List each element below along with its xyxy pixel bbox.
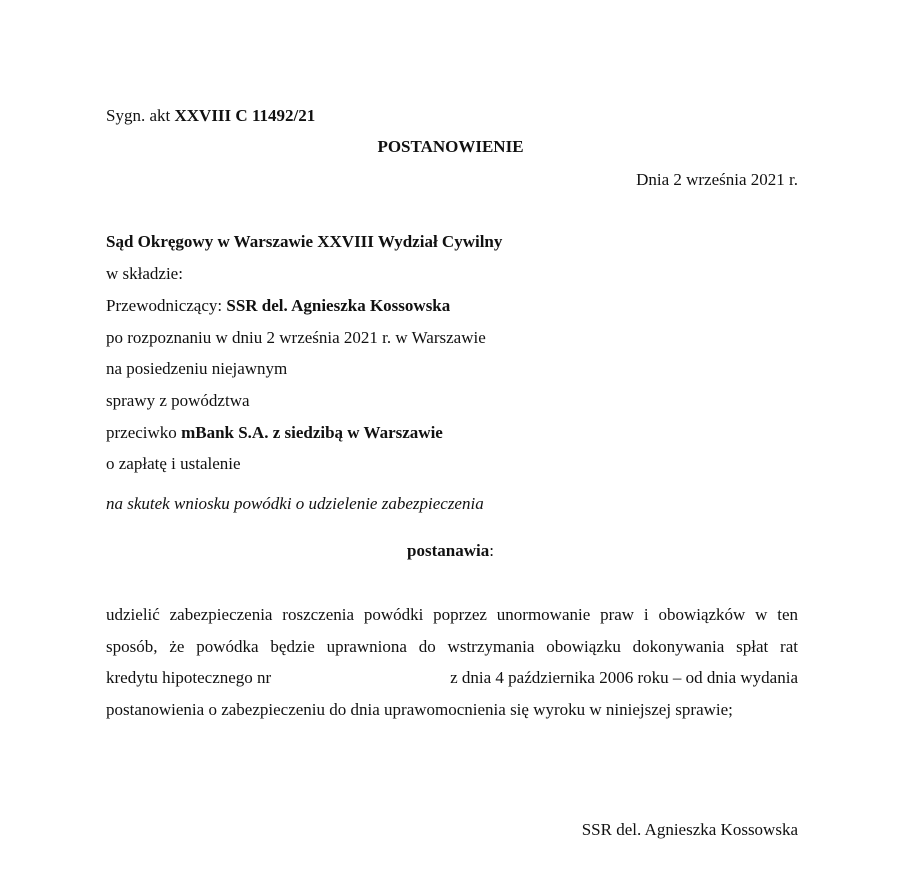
defendant-line (106, 423, 443, 443)
decision-heading-colon: : (489, 541, 494, 560)
subject-line: o zapłatę i ustalenie (106, 454, 241, 473)
decision-heading-text: postanawia (407, 541, 490, 560)
case-signature-label: Sygn. akt (106, 106, 171, 125)
chair-label: Przewodniczący: (106, 296, 223, 315)
loan-number-label: kredytu hipotecznego nr (106, 668, 272, 687)
decision-text-line-2: sposób, że powódka będzie uprawniona do wstrzymania obowiązku dokonywania spłat rat (106, 637, 798, 656)
decision-text-line-1: udzielić zabezpieczenia roszczenia powódki poprzez unormowanie praw i obowiązków w ten (106, 605, 798, 624)
decision-text-line-3 (106, 668, 798, 688)
document-date: Dnia 2 września 2021 r. (636, 170, 798, 189)
session-line: na posiedzeniu niejawnym (106, 359, 288, 378)
chair-name: SSR del. Agnieszka Kossowska (226, 296, 451, 315)
chair-line (106, 296, 450, 316)
document-title: POSTANOWIENIE (377, 137, 524, 156)
motion-line: na skutek wniosku powódki o udzielenie zabezpieczenia (106, 494, 484, 513)
composition-label: w składzie: (106, 264, 183, 283)
case-signature (106, 106, 315, 126)
hearing-line: po rozpoznaniu w dniu 2 września 2021 r. w Warszawie (106, 328, 486, 347)
decision-heading (0, 541, 901, 561)
decision-text-line-4: postanowienia o zabezpieczeniu do dnia uprawomocnienia się wyroku w niniejszej sprawie; (106, 700, 733, 719)
defendant-name: mBank S.A. z siedzibą w Warszawie (181, 423, 443, 442)
court-name: Sąd Okręgowy w Warszawie XXVIII Wydział Cywilny (106, 232, 503, 251)
signer-name: SSR del. Agnieszka Kossowska (581, 820, 798, 839)
case-line: sprawy z powództwa (106, 391, 250, 410)
loan-date-text: z dnia 4 października 2006 roku – od dnia wydania (450, 668, 798, 687)
against-label: przeciwko (106, 423, 177, 442)
case-signature-number: XXVIII C 11492/21 (174, 106, 316, 125)
